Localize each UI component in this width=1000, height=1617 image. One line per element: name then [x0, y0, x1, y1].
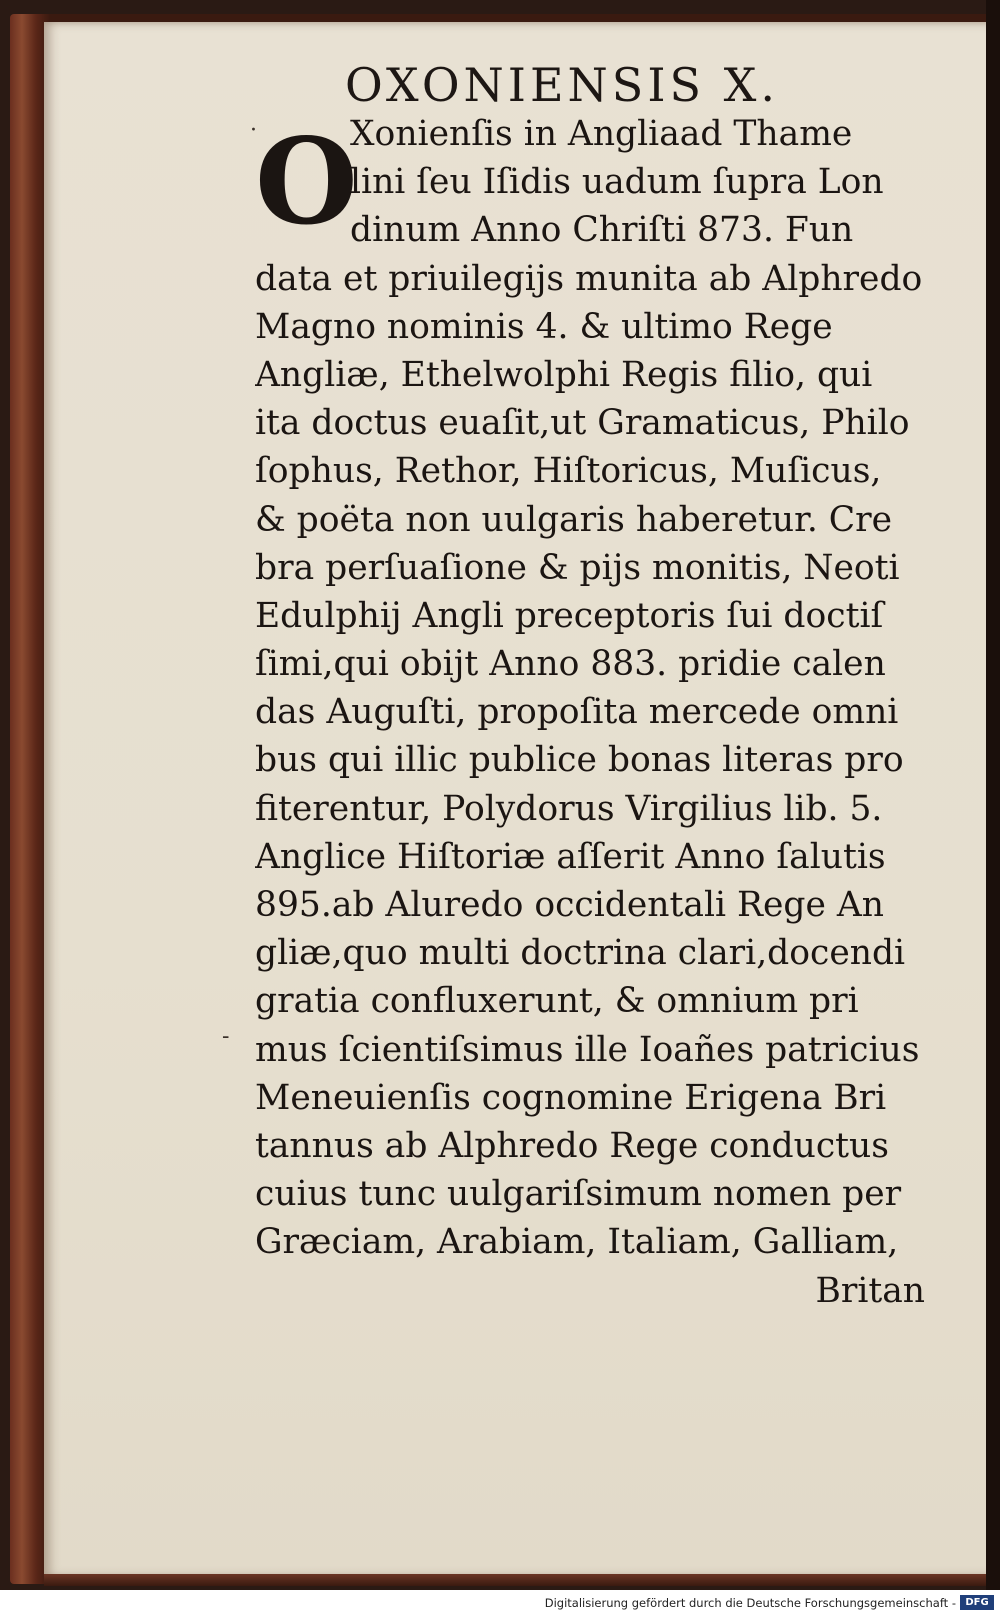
text-line: bus qui illic publice bonas literas pro [255, 740, 904, 781]
text-line: cuius tunc uulgariſsimum nomen per [255, 1174, 902, 1215]
margin-dot: · [250, 118, 257, 143]
text-line: Græciam, Arabiam, Italiam, Galliam, [255, 1222, 899, 1263]
right-shadow [986, 0, 1000, 1590]
funding-credit: Digitalisierung gefördert durch die Deutsche Forschungsgemeinschaft - [544, 1596, 956, 1610]
text-line: & poëta non uulgaris haberetur. Cre [255, 499, 893, 540]
catchword: Britan [815, 1270, 925, 1311]
text-line: ita doctus euaſit,ut Gramaticus, Philo [255, 403, 910, 444]
running-head: OXONIENSIS X. [345, 58, 779, 112]
text-line: gliæ,quo multi doctrina clari,docendi [255, 933, 906, 974]
text-line: gratia confluxerunt, & omnium pri [255, 981, 859, 1022]
body-text [255, 110, 945, 1315]
text-line: Anglice Hiſtoriæ aſſerit Anno ſalutis [255, 836, 886, 877]
text-line: Xonienſis in Angliaad Thame [350, 114, 853, 154]
decorated-initial: O [255, 112, 358, 251]
text-line: data et priuilegijs munita ab Alphredo [255, 258, 923, 299]
text-line: tannus ab Alphredo Rege conductus [255, 1125, 889, 1166]
margin-dash: - [222, 1024, 230, 1049]
text-line: bra perſuaſione & pijs monitis, Neoti [255, 547, 900, 588]
dfg-logo: DFG [960, 1595, 994, 1610]
text-line: fiterentur, Polydorus Virgilius lib. 5. [255, 788, 883, 829]
digitization-footer [0, 1590, 1000, 1617]
text-line: das Auguſti, propoſita mercede omni [255, 692, 899, 733]
text-line: ſophus, Rethor, Hiſtoricus, Muſicus, [255, 451, 882, 492]
text-line: Magno nominis 4. & ultimo Rege [255, 306, 833, 347]
page-bottom-edge [44, 1574, 994, 1586]
text-line: ſimi,qui obijt Anno 883. pridie calen [255, 644, 886, 685]
text-line: 895.ab Aluredo occidentali Rege An [255, 885, 884, 925]
text-line: Angliæ, Ethelwolphi Regis filio, qui [255, 354, 873, 395]
text-line: Edulphij Angli preceptoris ſui doctiſ [255, 595, 884, 636]
text-line: lini ſeu Iſidis uadum ſupra Lon [350, 162, 884, 203]
text-line: mus ſcientiſsimus ille Ioañes patricius [255, 1029, 920, 1070]
text-line: Meneuienſis cognomine Erigena Bri [255, 1077, 887, 1118]
text-line: dinum Anno Chriſti 873. Fun [350, 210, 854, 251]
